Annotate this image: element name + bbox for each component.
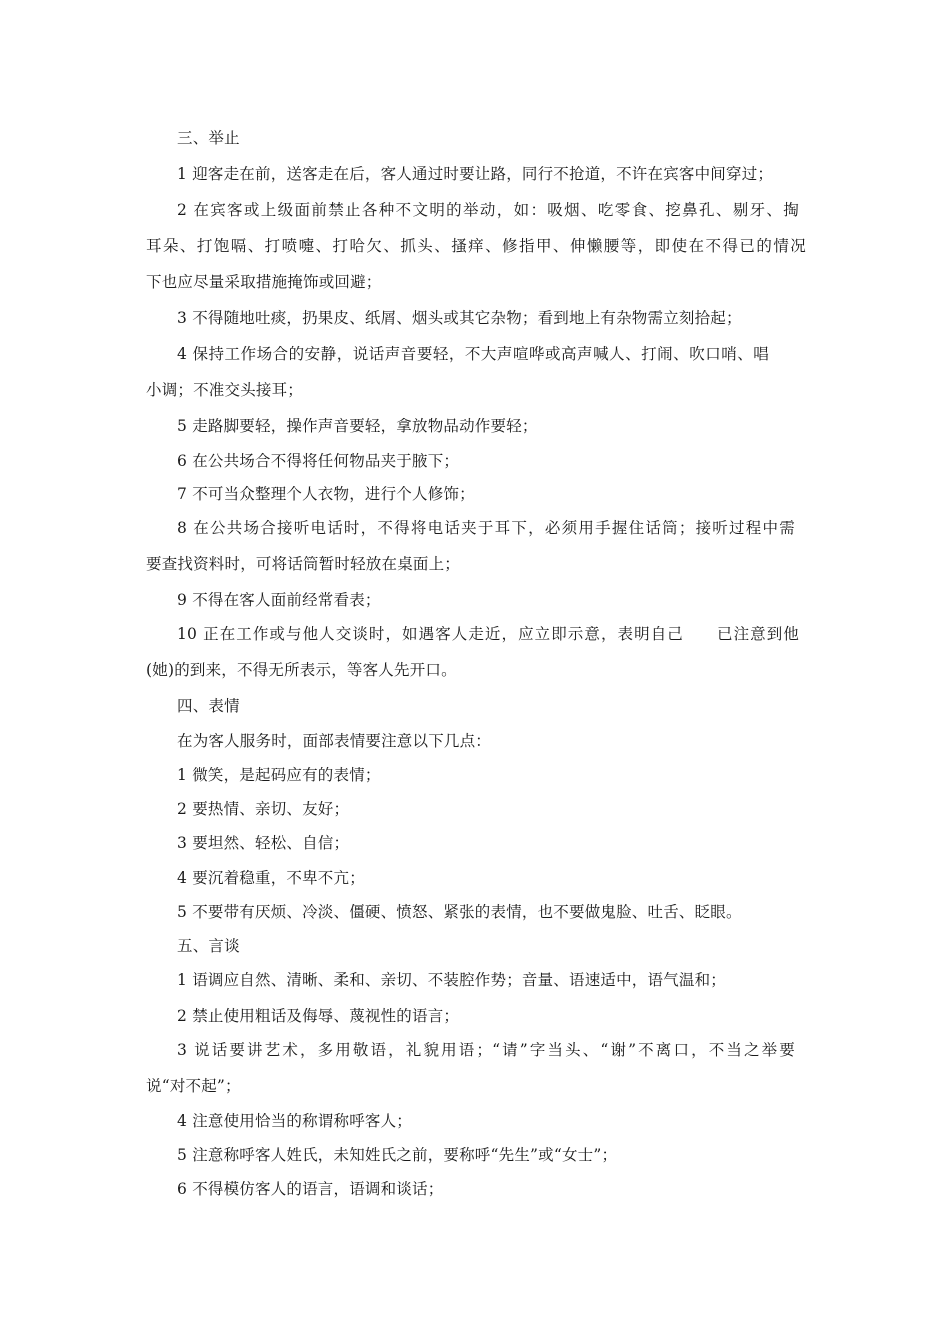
section-heading: 三、举止 (177, 129, 240, 147)
paragraph-line: 5 走路脚要轻，操作声音要轻，拿放物品动作要轻； (177, 417, 538, 435)
paragraph-line: 2 要热情、亲切、友好； (177, 800, 350, 818)
paragraph-line: 下也应尽量采取措施掩饰或回避； (146, 273, 382, 291)
paragraph-line: 1 语调应自然、清晰、柔和、亲切、不装腔作势；音量、语速适中，语气温和； (177, 971, 726, 989)
paragraph-line: 在为客人服务时，面部表情要注意以下几点： (177, 732, 492, 750)
paragraph-line: 6 在公共场合不得将任何物品夹于腋下； (177, 452, 460, 470)
paragraph-line: 9 不得在客人面前经常看表； (177, 591, 381, 609)
paragraph-line: 2 禁止使用粗话及侮辱、蔑视性的语言； (177, 1007, 460, 1025)
paragraph-line: 3 要坦然、轻松、自信； (177, 834, 350, 852)
paragraph-line: 1 迎客走在前，送客走在后，客人通过时要让路，同行不抢道，不许在宾客中间穿过； (177, 165, 774, 183)
paragraph-line: 4 注意使用恰当的称谓称呼客人； (177, 1112, 412, 1130)
paragraph-line: 5 注意称呼客人姓氏，未知姓氏之前，要称呼“先生”或“女士”； (177, 1146, 618, 1164)
paragraph-line: 3 不得随地吐痰，扔果皮、纸屑、烟头或其它杂物；看到地上有杂物需立刻拾起； (177, 309, 742, 327)
paragraph-line: 1 微笑，是起码应有的表情； (177, 766, 381, 784)
paragraph-line: 4 要沉着稳重，不卑不亢； (177, 869, 365, 887)
paragraph-line: 7 不可当众整理个人衣物，进行个人修饰； (177, 485, 475, 503)
paragraph-line: 6 不得模仿客人的语言，语调和谈话； (177, 1180, 444, 1198)
paragraph-line: 要查找资料时，可将话筒暂时轻放在桌面上； (146, 555, 461, 573)
paragraph-line: 3 说话要讲艺术，多用敬语，礼貌用语；“请”字当头、“谢”不离口，不当之举要 (177, 1041, 795, 1059)
paragraph-line: 2 在宾客或上级面前禁止各种不文明的举动，如：吸烟、吃零食、挖鼻孔、剔牙、掏 (177, 201, 799, 219)
paragraph-line: 耳朵、打饱嗝、打喷嚏、打哈欠、抓头、搔痒、修指甲、伸懒腰等，即使在不得已的情况 (146, 237, 806, 255)
paragraph-line: 说“对不起”； (146, 1077, 241, 1095)
paragraph-line: 小调；不准交头接耳； (146, 381, 304, 399)
paragraph-line: 8 在公共场合接听电话时，不得将电话夹于耳下，必须用手握住话筒；接听过程中需 (177, 519, 795, 537)
paragraph-line: 10 正在工作或与他人交谈时，如遇客人走近，应立即示意，表明自己 已注意到他 (177, 625, 799, 643)
section-heading: 四、表情 (177, 697, 240, 715)
paragraph-line: 4 保持工作场合的安静，说话声音要轻，不大声喧哗或高声喊人、打闹、吹口哨、唱 (177, 345, 769, 363)
paragraph-line: 5 不要带有厌烦、冷淡、僵硬、愤怒、紧张的表情，也不要做鬼脸、吐舌、眨眼。 (177, 903, 742, 921)
section-heading: 五、言谈 (177, 937, 240, 955)
paragraph-line: (她)的到来，不得无所表示，等客人先开口。 (146, 661, 457, 679)
